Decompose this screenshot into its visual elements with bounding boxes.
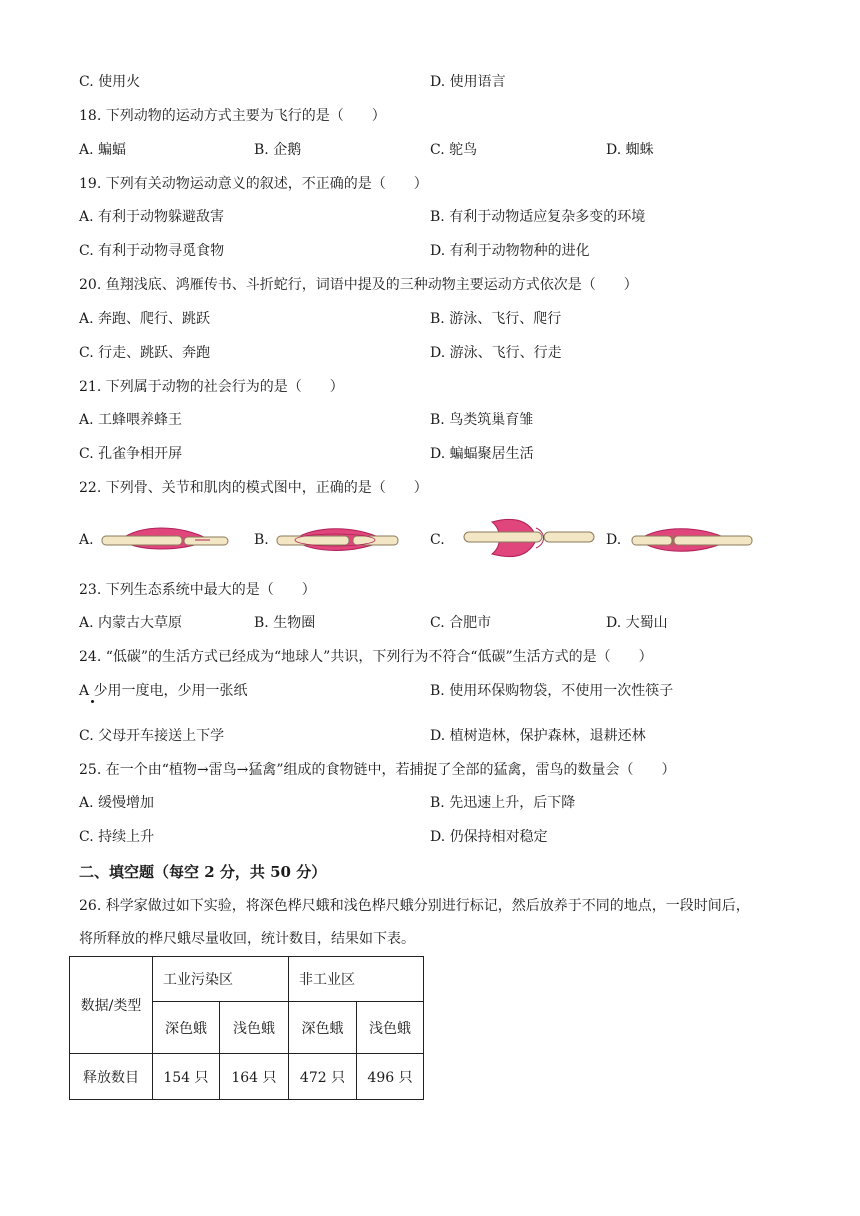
q25-stem: 25. 在一个由“植物→雷鸟→猛禽”组成的食物链中，若捕捉了全部的猛禽，雷鸟的数量会（ ） xyxy=(79,762,676,778)
q18-option-d: D. 蜘蛛 xyxy=(606,142,654,158)
table-cell: 154 只 xyxy=(153,1054,220,1100)
table-cell: 472 只 xyxy=(289,1054,357,1100)
q23-stem: 23. 下列生态系统中最大的是（ ） xyxy=(79,582,316,598)
q19-stem: 19. 下列有关动物运动意义的叙述，不正确的是（ ） xyxy=(79,176,428,192)
table-subheader: 浅色蛾 xyxy=(357,1002,424,1054)
section-title: 二、填空题（每空 2 分，共 50 分） xyxy=(79,863,327,881)
q24-option-d: D. 植树造林，保护森林，退耕还林 xyxy=(430,728,646,744)
q22-diagram-d xyxy=(630,522,755,558)
q23-option-d: D. 大蜀山 xyxy=(606,615,668,631)
q20-stem: 20. 鱼翔浅底、鸿雁传书、斗折蛇行，词语中提及的三种动物主要运动方式依次是（ ） xyxy=(79,277,638,293)
q24-option-a: A 少用一度电，少用一张纸 xyxy=(79,683,248,699)
q19-option-a: A. 有利于动物躲避敌害 xyxy=(79,209,225,225)
q22-option-a-label: A. xyxy=(79,532,94,548)
q23-option-c: C. 合肥市 xyxy=(430,615,492,631)
q25-option-a: A. 缓慢增加 xyxy=(79,795,155,811)
q24-option-a-dot xyxy=(91,700,94,703)
q22-option-c-label: C. xyxy=(430,532,445,548)
data-table xyxy=(69,956,424,1100)
q22-diagram-c xyxy=(462,516,597,560)
table-subheader: 深色蛾 xyxy=(153,1002,220,1054)
table-region-1: 工业污染区 xyxy=(153,957,289,1002)
q17-option-d: D. 使用语言 xyxy=(430,74,506,90)
q22-diagram-a xyxy=(100,522,230,558)
q22-option-b-label: B. xyxy=(254,532,269,548)
q25-option-c: C. 持续上升 xyxy=(79,829,155,845)
q22-option-d-label: D. xyxy=(606,532,622,548)
q22-stem: 22. 下列骨、关节和肌肉的模式图中，正确的是（ ） xyxy=(79,480,428,496)
q24-stem: 24. “低碳”的生活方式已经成为“地球人”共识，下列行为不符合“低碳”生活方式的是（ ） xyxy=(79,649,653,665)
q26-line-1: 26. 科学家做过如下实验，将深色桦尺蛾和浅色桦尺蛾分别进行标记，然后放养于不同的地点，一段时间后， xyxy=(79,898,750,914)
q21-stem: 21. 下列属于动物的社会行为的是（ ） xyxy=(79,379,344,395)
table-row xyxy=(70,1054,424,1100)
q18-option-a: A. 蝙蝠 xyxy=(79,142,127,158)
q23-option-b: B. 生物圈 xyxy=(254,615,316,631)
table-region-2: 非工业区 xyxy=(289,957,424,1002)
q22-diagram-b xyxy=(275,522,400,558)
q21-option-d: D. 蝙蝠聚居生活 xyxy=(430,446,534,462)
table-cell: 496 只 xyxy=(357,1054,424,1100)
q21-option-c: C. 孔雀争相开屏 xyxy=(79,446,183,462)
q18-option-c: C. 鸵鸟 xyxy=(430,142,478,158)
q21-option-a: A. 工蜂喂养蜂王 xyxy=(79,412,183,428)
table-cell: 164 只 xyxy=(219,1054,288,1100)
q19-option-c: C. 有利于动物寻觅食物 xyxy=(79,243,225,259)
table-subheader: 浅色蛾 xyxy=(219,1002,288,1054)
q20-option-b: B. 游泳、飞行、爬行 xyxy=(430,311,562,327)
table-subheader: 深色蛾 xyxy=(289,1002,357,1054)
q17-option-c: C. 使用火 xyxy=(79,74,141,90)
q20-option-a: A. 奔跑、爬行、跳跃 xyxy=(79,311,211,327)
q24-option-b: B. 使用环保购物袋，不使用一次性筷子 xyxy=(430,683,674,699)
q25-option-d: D. 仍保持相对稳定 xyxy=(430,829,548,845)
q26-line-2: 将所释放的桦尺蛾尽量收回，统计数目，结果如下表。 xyxy=(79,931,415,947)
q18-option-b: B. 企鹅 xyxy=(254,142,302,158)
q20-option-d: D. 游泳、飞行、行走 xyxy=(430,345,562,361)
q18-stem: 18. 下列动物的运动方式主要为飞行的是（ ） xyxy=(79,108,386,124)
q20-option-c: C. 行走、跳跃、奔跑 xyxy=(79,345,211,361)
q25-option-b: B. 先迅速上升，后下降 xyxy=(430,795,576,811)
q21-option-b: B. 鸟类筑巢育雏 xyxy=(430,412,534,428)
q23-option-a: A. 内蒙古大草原 xyxy=(79,615,183,631)
q24-option-c: C. 父母开车接送上下学 xyxy=(79,728,225,744)
table-row-label: 释放数目 xyxy=(70,1054,153,1100)
q19-option-b: B. 有利于动物适应复杂多变的环境 xyxy=(430,209,646,225)
table-corner-header: 数据/类型 xyxy=(70,957,153,1054)
q19-option-d: D. 有利于动物物种的进化 xyxy=(430,243,590,259)
